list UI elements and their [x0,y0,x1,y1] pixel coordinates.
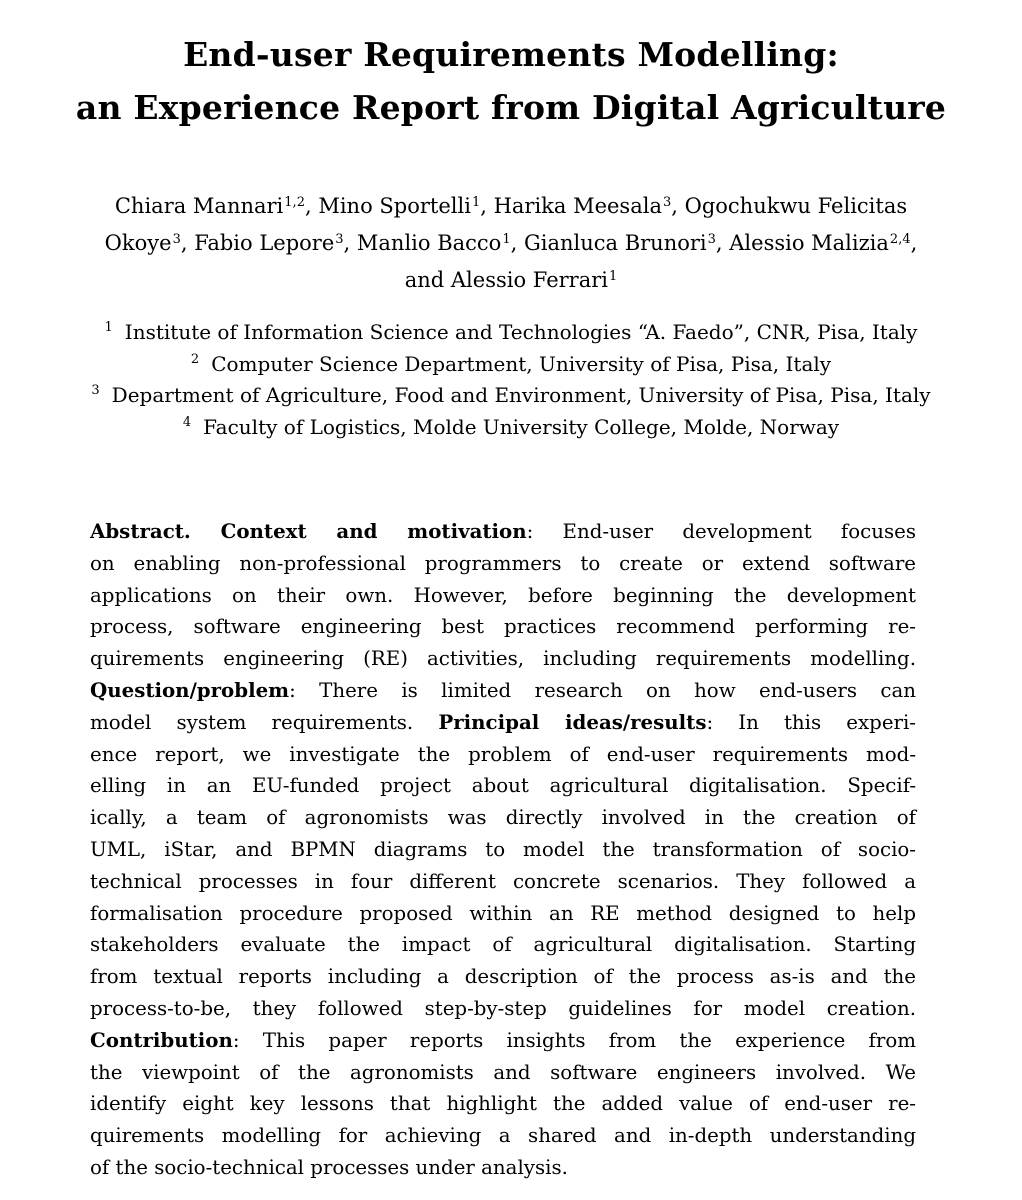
title-line-1: End-user Requirements Modelling: [183,35,839,74]
author-affil-sup: 3 [335,231,344,247]
author-affil-sup: 3 [172,231,181,247]
abstract-line: stakeholders evaluate the impact of agricultural digitalisation. Starting [90,933,916,957]
title-line-2: an Experience Report from Digital Agriculture [75,88,947,127]
author-name: , Fabio Lepore [180,231,335,255]
author-name: , Harika Meesala [480,194,662,218]
author-name: and Alessio Ferrari [404,268,608,292]
author-affil-sup: 1 [471,194,481,210]
affiliation-item [0,412,1022,444]
abstract-line: formalisation procedure proposed within an RE method designed to help [90,901,916,925]
abstract-line: on enabling non-professional programmers to create or extend software [90,551,916,575]
abstract-line [90,1025,916,1057]
abstract-line: from textual reports including a description of the process as-is and the [90,965,916,989]
abstract-line: the viewpoint of the agronomists and software engineers involved. We [90,1060,916,1084]
authors-line-1 [20,188,1002,225]
abstract-line: elling in an EU-funded project about agricultural digitalisation. Specif- [90,774,916,798]
author-list [20,188,1002,299]
affiliation-text: Institute of Information Science and Technologies “A. Faedo”, CNR, Pisa, Italy [124,320,918,344]
affiliation-text: Department of Agriculture, Food and Environment, University of Pisa, Pisa, Italy [111,383,931,407]
paper-title [0,28,1022,134]
abstract-text: : End-user development focuses [526,520,916,543]
author-affil-sup: 3 [707,231,716,247]
affiliation-number: 4 [182,414,192,430]
affiliation-item [0,349,1022,381]
abstract-line: process-to-be, they followed step-by-step guidelines for model creation. [90,996,916,1020]
affiliation-number: 2 [190,351,200,367]
affiliation-number: 1 [104,320,113,336]
author-name: , Ogochukwu Felicitas [671,194,908,218]
authors-line-2 [20,225,1002,262]
affiliation-text: Computer Science Department, University of Pisa, Pisa, Italy [211,351,832,376]
affiliation-list [0,317,1022,443]
author-name: , Manlio Bacco [343,231,502,255]
author-name: Chiara Mannari [114,194,284,218]
abstract-line [90,516,916,548]
affiliation-number: 3 [91,383,100,399]
affiliation-item [0,317,1022,349]
abstract-text: model system requirements. [90,710,439,734]
author-affil-sup: 1 [502,231,511,247]
author-separator: , [910,231,918,255]
abstract-line: identify eight key lessons that highlight the added value of end-user re- [90,1092,916,1116]
abstract-line: technical processes in four different concrete scenarios. They followed a [90,869,916,893]
authors-line-3 [20,262,1002,299]
abstract-section-label: Contribution [90,1027,233,1052]
abstract-line: process, software engineering best practices recommend performing re- [90,615,916,639]
author-name: , Mino Sportelli [304,194,471,218]
affiliation-text: Faculty of Logistics, Molde University College, Molde, Norway [203,414,840,439]
abstract-line: ically, a team of agronomists was directly involved in the creation of [90,806,916,830]
abstract-section-label: Principal ideas/results [438,709,707,734]
abstract-heading: Abstract. Context and motivation [90,519,527,543]
abstract-text: : In this experi- [706,710,916,734]
abstract-line: quirements modelling for achieving a shared and in-depth understanding [90,1124,916,1148]
author-name: , Gianluca Brunori [510,231,707,255]
abstract [90,516,916,1184]
abstract-line: quirements engineering (RE) activities, including requirements modelling. [90,647,916,671]
author-name: Okoye [104,231,172,255]
author-affil-sup: 1 [608,268,618,284]
abstract-line: of the socio-technical processes under analysis. [90,1155,568,1179]
abstract-line: applications on their own. However, before beginning the development [90,583,916,607]
affiliation-item [0,380,1022,412]
author-name: , Alessio Malizia [715,231,889,255]
abstract-section-label: Question/problem [90,677,290,702]
abstract-line: ence report, we investigate the problem of end-user requirements mod- [90,742,916,766]
abstract-line [90,675,916,707]
abstract-line [90,707,916,739]
abstract-text: : There is limited research on how end-users can [289,678,916,702]
abstract-line: UML, iStar, and BPMN diagrams to model the transformation of socio- [90,837,916,861]
abstract-text: : This paper reports insights from the experience from [232,1028,916,1052]
author-affil-sup: 2,4 [889,231,911,247]
author-affil-sup: 3 [662,194,672,210]
author-affil-sup: 1,2 [284,194,305,210]
